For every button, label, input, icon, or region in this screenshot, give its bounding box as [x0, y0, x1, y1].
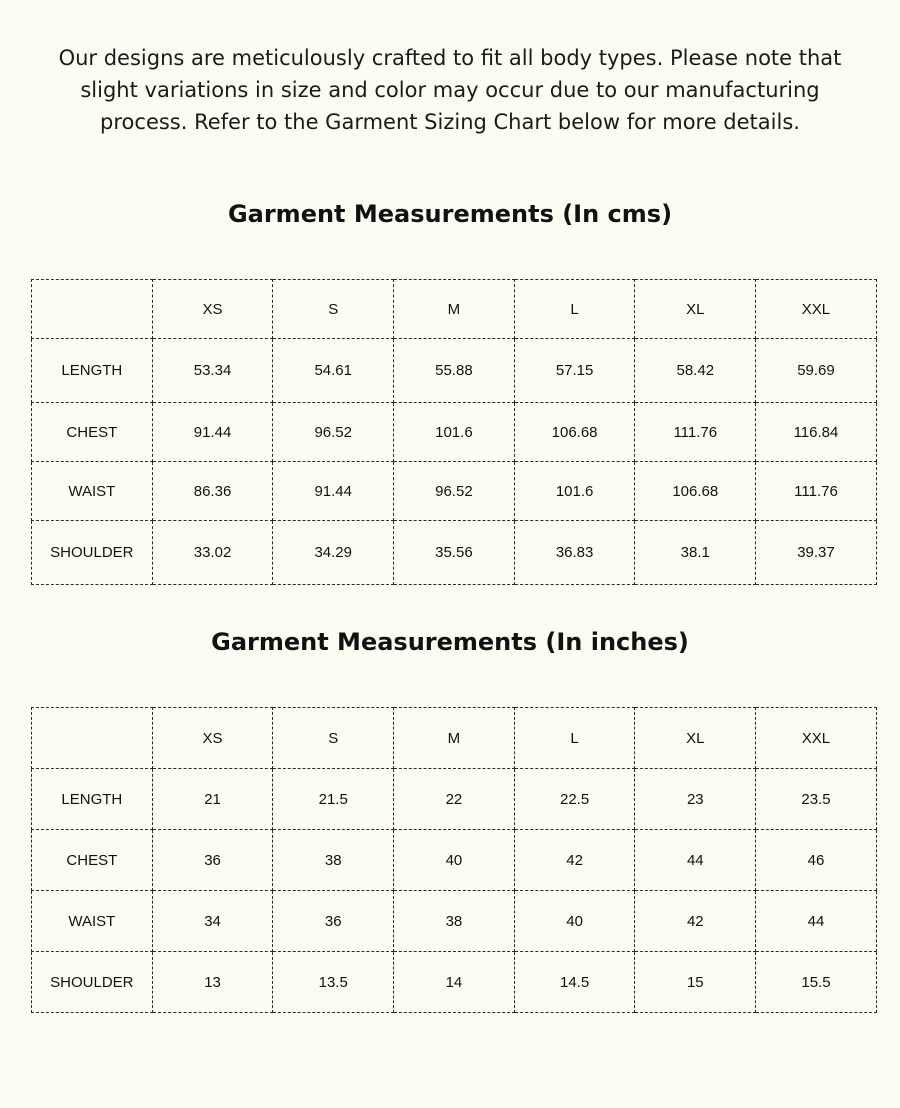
table-cell: 14 [394, 952, 515, 1013]
table-cell: 36 [273, 891, 394, 952]
header-cell-empty [32, 280, 153, 339]
table-row-chest [32, 830, 877, 891]
table-cell: 34 [152, 891, 273, 952]
row-label: LENGTH [32, 339, 153, 403]
header-cell-xxl: XXL [756, 280, 877, 339]
table-cell: 33.02 [152, 521, 273, 585]
row-label: SHOULDER [32, 521, 153, 585]
table-cell: 91.44 [152, 403, 273, 462]
row-label: CHEST [32, 403, 153, 462]
table-cell: 54.61 [273, 339, 394, 403]
table-cell: 59.69 [756, 339, 877, 403]
table-cell: 96.52 [394, 462, 515, 521]
header-cell-xs: XS [152, 280, 273, 339]
row-label: CHEST [32, 830, 153, 891]
table-cell: 23.5 [756, 769, 877, 830]
table-row-waist [32, 891, 877, 952]
row-label: WAIST [32, 462, 153, 521]
table-cell: 21 [152, 769, 273, 830]
table-cell: 55.88 [394, 339, 515, 403]
header-cell-l: L [514, 708, 635, 769]
cm-table-title: Garment Measurements (In cms) [227, 200, 673, 228]
table-cell: 116.84 [756, 403, 877, 462]
table-cell: 42 [514, 830, 635, 891]
table-cell: 44 [635, 830, 756, 891]
table-cell: 36.83 [514, 521, 635, 585]
table-cell: 38.1 [635, 521, 756, 585]
table-cell: 44 [756, 891, 877, 952]
table-cell: 58.42 [635, 339, 756, 403]
header-cell-s: S [273, 708, 394, 769]
table-cell: 40 [514, 891, 635, 952]
header-cell-m: M [394, 708, 515, 769]
header-cell-xs: XS [152, 708, 273, 769]
table-cell: 13 [152, 952, 273, 1013]
table-cell: 86.36 [152, 462, 273, 521]
table-header-row [32, 708, 877, 769]
table-row-length [32, 769, 877, 830]
header-cell-m: M [394, 280, 515, 339]
row-label: LENGTH [32, 769, 153, 830]
table-cell: 38 [273, 830, 394, 891]
table-cell: 91.44 [273, 462, 394, 521]
inch-size-table [31, 707, 877, 1013]
header-cell-empty [32, 708, 153, 769]
table-row-waist [32, 462, 877, 521]
cm-size-table [31, 279, 877, 585]
table-cell: 23 [635, 769, 756, 830]
table-cell: 106.68 [635, 462, 756, 521]
table-cell: 15.5 [756, 952, 877, 1013]
table-cell: 42 [635, 891, 756, 952]
table-cell: 38 [394, 891, 515, 952]
row-label: WAIST [32, 891, 153, 952]
table-cell: 106.68 [514, 403, 635, 462]
table-cell: 15 [635, 952, 756, 1013]
table-cell: 46 [756, 830, 877, 891]
table-cell: 35.56 [394, 521, 515, 585]
table-cell: 14.5 [514, 952, 635, 1013]
table-row-shoulder [32, 952, 877, 1013]
intro-text: Our designs are meticulously crafted to fit all body types. Please note that slight variations in size and color may occur due to our manufacturing process. Refer to the Garment Sizing Chart below for more details. [58, 46, 842, 134]
table-cell: 40 [394, 830, 515, 891]
row-label: SHOULDER [32, 952, 153, 1013]
table-row-chest [32, 403, 877, 462]
header-cell-xxl: XXL [756, 708, 877, 769]
table-cell: 111.76 [756, 462, 877, 521]
header-cell-l: L [514, 280, 635, 339]
header-cell-xl: XL [635, 708, 756, 769]
table-cell: 96.52 [273, 403, 394, 462]
table-cell: 22 [394, 769, 515, 830]
table-header-row [32, 280, 877, 339]
table-cell: 111.76 [635, 403, 756, 462]
table-row-length [32, 339, 877, 403]
table-cell: 22.5 [514, 769, 635, 830]
table-row-shoulder [32, 521, 877, 585]
table-cell: 39.37 [756, 521, 877, 585]
table-cell: 36 [152, 830, 273, 891]
inch-table-title: Garment Measurements (In inches) [211, 628, 689, 656]
table-cell: 21.5 [273, 769, 394, 830]
header-cell-s: S [273, 280, 394, 339]
table-cell: 13.5 [273, 952, 394, 1013]
table-cell: 34.29 [273, 521, 394, 585]
header-cell-xl: XL [635, 280, 756, 339]
table-cell: 57.15 [514, 339, 635, 403]
table-cell: 53.34 [152, 339, 273, 403]
table-cell: 101.6 [514, 462, 635, 521]
table-cell: 101.6 [394, 403, 515, 462]
